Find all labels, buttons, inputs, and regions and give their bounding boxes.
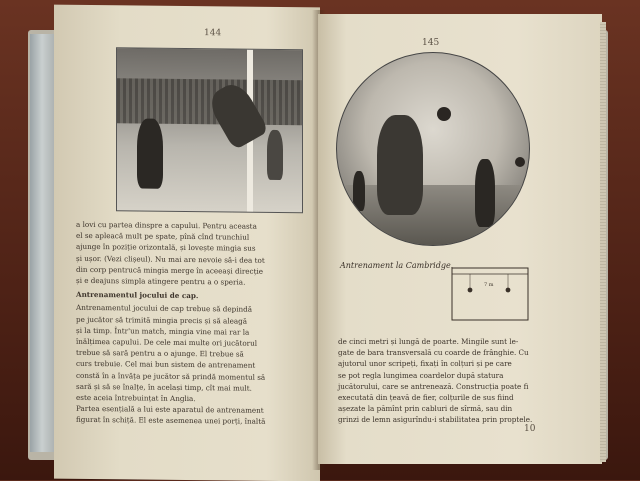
left-line: și e deajuns simpla atingere pentru a o speria. (76, 275, 246, 287)
right-page-text (338, 336, 550, 426)
left-page (54, 5, 320, 481)
cambridge-training-photo (336, 52, 530, 246)
right-line: executată din țeavă de fier, colțurile de sus fiind (338, 393, 514, 403)
spectator-figure (353, 171, 365, 211)
player-figure-2 (267, 130, 283, 180)
left-line: pe jucător să trimită mingia precis și să aleagă (76, 314, 248, 326)
diagram-label: 7 m (484, 282, 494, 288)
right-line: jucătorului, care se antrenează. Construcția poate fi (338, 381, 529, 391)
left-line: el se apleacă mult pe spate, pînă cînd trunchiul (76, 231, 250, 242)
player-figure (137, 118, 163, 188)
goalkeeper-photo (116, 47, 303, 213)
right-line: se pot regla lungimea coardelor după statura (338, 370, 504, 380)
left-line: constă în a învăța pe jucător să prindă momentul să (76, 370, 266, 382)
left-line: sară și să se înalțe, în același timp, cît mai mult. (76, 381, 252, 393)
page-edges (600, 22, 606, 462)
left-line: ajunge în poziție orizontală, și lovește mingia sus (76, 242, 256, 254)
ball-2 (515, 157, 525, 167)
left-line: din corp pentrucă mingia merge în aceeași direcție (76, 264, 264, 276)
left-line: înălțimea capului. De cele mai multe ori jucătorul (76, 336, 258, 348)
book-spine (30, 34, 54, 452)
left-line: și ușor. (Vezi clișeul). Nu mai are nevoie să-i dea tot (76, 253, 265, 265)
left-line: curs trebuie. Cel mai bun sistem de antrenament (76, 359, 256, 371)
right-line: așezate la pămînt prin cabluri de sîrmă, sau din (338, 404, 513, 414)
right-line: grinzi de lemn asigurîndu-i stabilitatea prin proptele. (338, 415, 533, 425)
section-heading: Antrenamentul jocului de cap. (76, 290, 199, 301)
left-page-number: 144 (204, 28, 222, 39)
ball-1 (437, 107, 451, 121)
left-line: figurat în schiță. El este asemenea unei porți, înaltă (76, 415, 266, 427)
right-page-number: 145 (422, 38, 440, 48)
training-frame-diagram (450, 266, 530, 322)
photo-caption: Antrenament la Cambridge. (340, 261, 454, 270)
left-line: Antrenamentul jocului de cap trebue să depindă (76, 303, 253, 315)
footer-number: 10 (524, 424, 536, 434)
photo-ground (337, 185, 529, 245)
heading-player-figure (377, 115, 423, 215)
left-line: trebue să sară pentru a o ajunge. El trebue să (76, 348, 244, 359)
left-page-text (76, 219, 294, 428)
left-line: și la timp. Într'un match, mingia vine mai rar la (76, 325, 250, 337)
left-line: a lovi cu partea dinspre a capului. Pentru aceasta (76, 219, 257, 231)
right-line: ajutorul unor scripeți, fixați în colțuri și pe care (338, 359, 512, 369)
standing-player-figure (475, 159, 495, 227)
right-line: gate de bara transversală cu coarde de frânghie. Cu (338, 348, 529, 358)
left-line: Partea esențială a lui este aparatul de antrenament (76, 404, 264, 416)
right-line: de cinci metri și lungă de poarte. Mingile sunt le- (338, 337, 519, 346)
left-line: este aceia întrebuințat în Anglia. (76, 392, 196, 404)
right-page (318, 14, 602, 464)
